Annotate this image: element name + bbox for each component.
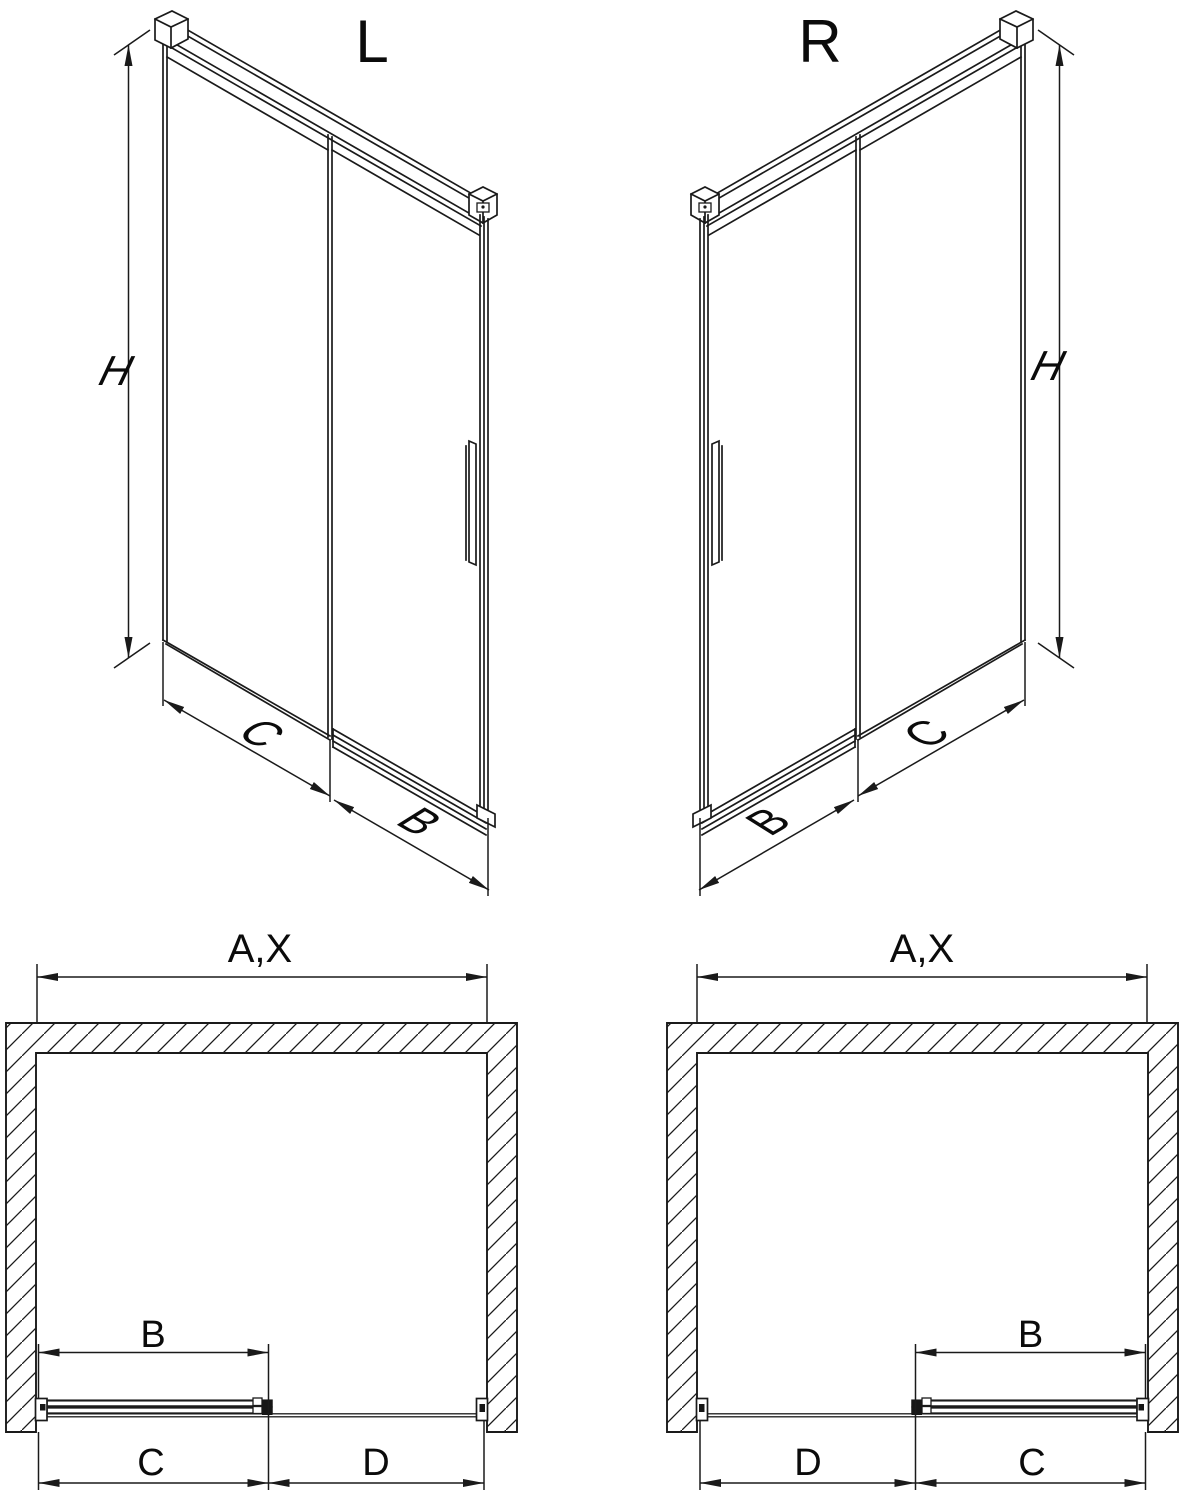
dim-D-label: D: [362, 1442, 390, 1484]
iso-view-right: [691, 8, 1074, 896]
dim-AX-label: A,X: [889, 927, 955, 971]
door-handle: [466, 441, 476, 565]
dim-AX-label: A,X: [227, 927, 293, 971]
rail-end-cap-wall: [1000, 11, 1033, 48]
dim-D-label: D: [794, 1442, 822, 1484]
iso-right-title: R: [798, 8, 842, 75]
dim-B: [699, 800, 854, 896]
junction-clip: [253, 1398, 262, 1406]
dim-C-label: C: [890, 711, 963, 756]
junction-clip: [922, 1407, 931, 1414]
niche-walls: [667, 1023, 1178, 1432]
door-rail-bar: [47, 1401, 272, 1407]
door-assembly: [36, 1398, 488, 1421]
dim-H: [90, 30, 150, 668]
dim-AX: [37, 927, 487, 1023]
dim-C: [916, 1432, 1146, 1490]
rail-end-cap-open: [691, 187, 719, 223]
dim-H-label: H: [90, 347, 143, 395]
wall-profile: [1021, 30, 1025, 641]
door-assembly: [697, 1398, 1149, 1421]
dim-H: [1022, 30, 1074, 668]
dim-D: [269, 1421, 485, 1490]
junction-block: [262, 1400, 273, 1416]
door-handle: [712, 441, 722, 565]
iso-view-left: [90, 8, 497, 896]
dim-D: [700, 1421, 916, 1490]
door-rail-bar: [912, 1401, 1137, 1407]
top-rail: [172, 21, 481, 226]
door-panel-bar: [912, 1408, 1137, 1414]
plan-view-right: [667, 927, 1178, 1490]
dim-B-label: B: [140, 1314, 166, 1356]
niche-walls: [6, 1023, 517, 1432]
dim-C-label: C: [225, 711, 298, 756]
dim-H-label: H: [1022, 342, 1075, 390]
rail-end-cap-wall: [155, 11, 188, 48]
plan-view-left: [6, 927, 517, 1490]
junction-clip: [922, 1398, 931, 1406]
top-rail: [707, 21, 1016, 226]
junction-clip: [253, 1407, 262, 1414]
fixed-glass-panel: [856, 57, 1025, 740]
sliding-door-panel: [332, 150, 488, 816]
fixed-glass-panel: [163, 57, 332, 740]
dim-B: [334, 800, 489, 896]
junction-block: [912, 1400, 923, 1416]
wall-profile: [163, 30, 167, 641]
dim-C: [39, 1432, 269, 1490]
dim-C-label: C: [1018, 1442, 1046, 1484]
dim-AX: [697, 927, 1147, 1023]
dim-B-label: B: [733, 799, 804, 843]
door-panel-bar: [47, 1408, 272, 1414]
dim-C-label: C: [137, 1442, 165, 1484]
dim-B-label: B: [384, 799, 455, 843]
dim-B-label: B: [1017, 1314, 1044, 1356]
iso-left-title: L: [355, 8, 389, 75]
rail-end-cap-open: [469, 187, 497, 223]
sliding-door-panel: [700, 150, 856, 816]
